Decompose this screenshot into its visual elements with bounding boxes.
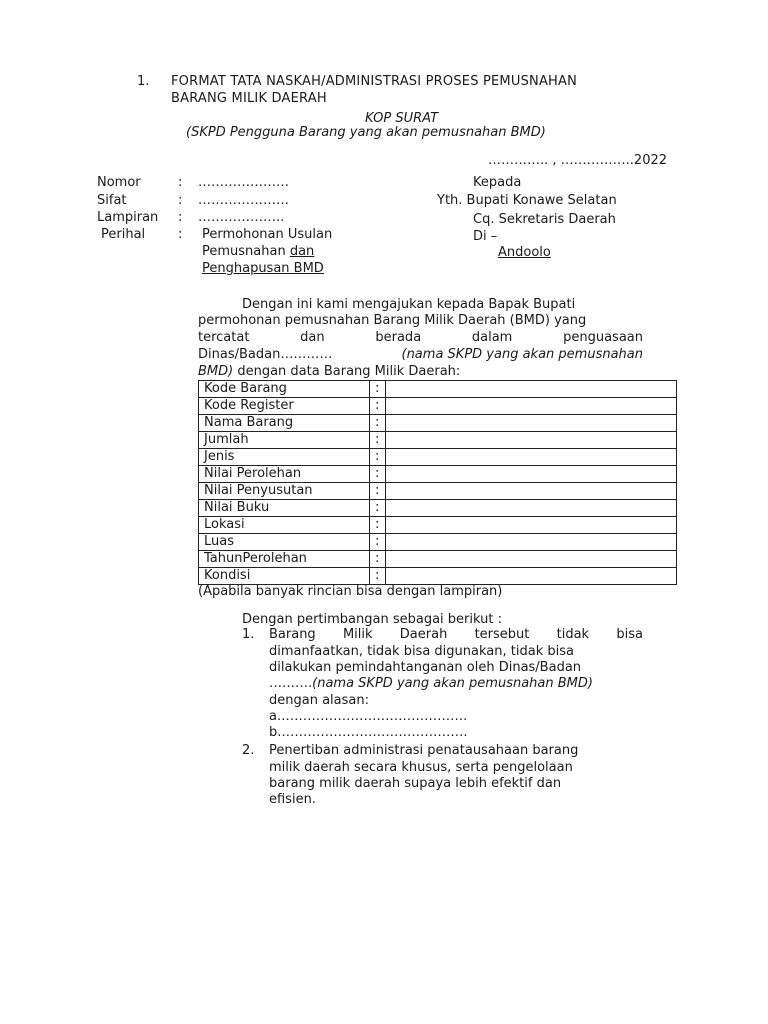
table-row-label: Jenis: [199, 449, 370, 466]
table-row-value: [386, 415, 677, 432]
body-p1-line4: Dinas/Badan………… (nama SKPD yang akan pemusnahan: [198, 347, 643, 362]
kop-title: KOP SURAT: [365, 111, 439, 126]
table-row-colon: :: [370, 500, 386, 517]
recipient-yth: Yth. Bupati Konawe Selatan: [437, 193, 617, 208]
item1-line5: dengan alasan:: [269, 693, 369, 708]
recipient-place: Andoolo: [498, 245, 551, 260]
table-row: [199, 432, 677, 449]
body-p1-line1: Dengan ini kami mengajukan kepada Bapak Bupati: [242, 297, 576, 312]
table-row-label: Kode Register: [199, 398, 370, 415]
lampiran-label: Lampiran: [97, 210, 159, 225]
bmd-table: [198, 380, 677, 585]
table-row: [199, 517, 677, 534]
table-row-colon: :: [370, 381, 386, 398]
table-row-value: [386, 432, 677, 449]
table-row-label: Nilai Buku: [199, 500, 370, 517]
body-p1-line2: permohonan pemusnahan Barang Milik Daerah (BMD) yang: [198, 313, 587, 328]
table-row-value: [386, 568, 677, 585]
table-row-label: Nilai Perolehan: [199, 466, 370, 483]
table-row: [199, 534, 677, 551]
table-row-value: [386, 483, 677, 500]
item1-number: 1.: [242, 627, 255, 642]
body-p1-line5: BMD) dengan data Barang Milik Daerah:: [198, 364, 461, 379]
table-row-colon: :: [370, 517, 386, 534]
table-row: [199, 381, 677, 398]
table-row-label: Luas: [199, 534, 370, 551]
item1-line1: Barang Milik Daerah tersebut tidak bisa: [269, 627, 643, 642]
item2-line2: milik daerah secara khusus, serta pengelolaan: [269, 760, 573, 775]
item2-line1: Penertiban administrasi penatausahaan barang: [269, 743, 579, 758]
body-p1-line3: tercatat dan berada dalam penguasaan: [198, 330, 643, 345]
item1-a: a.…………………………………….: [269, 709, 468, 724]
nomor-colon: :: [178, 175, 183, 190]
item1-b: b.…………………………………….: [269, 725, 468, 740]
table-note: (Apabila banyak rincian bisa dengan lampiran): [198, 584, 503, 599]
table-row: [199, 449, 677, 466]
nomor-value: …………………: [198, 175, 289, 190]
table-row-value: [386, 517, 677, 534]
perihal-line2: Pemusnahan dan: [202, 244, 315, 259]
table-row-colon: :: [370, 415, 386, 432]
table-row: [199, 568, 677, 585]
table-row-label: Kondisi: [199, 568, 370, 585]
table-row-colon: :: [370, 551, 386, 568]
perihal-line1: Permohonan Usulan: [202, 227, 333, 242]
table-row-colon: :: [370, 432, 386, 449]
table-row-value: [386, 500, 677, 517]
sifat-value: …………………: [198, 193, 289, 208]
nomor-label: Nomor: [97, 175, 141, 190]
kop-subtitle: (SKPD Pengguna Barang yang akan pemusnahan BMD): [186, 125, 546, 140]
table-row-colon: :: [370, 398, 386, 415]
recipient-di: Di –: [473, 229, 498, 244]
table-row: [199, 500, 677, 517]
lampiran-colon: :: [178, 210, 183, 225]
lampiran-value: ………………..: [198, 210, 285, 225]
table-row-label: Nilai Penyusutan: [199, 483, 370, 500]
heading-line2: BARANG MILIK DAERAH: [171, 91, 327, 106]
table-row-value: [386, 534, 677, 551]
recipient-kepada: Kepada: [473, 175, 522, 190]
heading-number: 1.: [137, 74, 150, 89]
table-row-value: [386, 551, 677, 568]
perihal-colon: :: [178, 227, 183, 242]
table-row: [199, 398, 677, 415]
item2-line4: efisien.: [269, 792, 316, 807]
perihal-label: Perihal: [101, 227, 146, 242]
table-row-colon: :: [370, 449, 386, 466]
perihal-line3: Penghapusan BMD: [202, 261, 324, 276]
sifat-label: Sifat: [97, 193, 127, 208]
recipient-cq: Cq. Sekretaris Daerah: [473, 212, 616, 227]
table-row-value: [386, 466, 677, 483]
table-row: [199, 415, 677, 432]
table-row-colon: :: [370, 483, 386, 500]
table-row-label: Kode Barang: [199, 381, 370, 398]
item1-line4: ……….(nama SKPD yang akan pemusnahan BMD): [269, 676, 593, 691]
considerations-intro: Dengan pertimbangan sebagai berikut :: [242, 612, 502, 627]
heading-line1: FORMAT TATA NASKAH/ADMINISTRASI PROSES PEMUSNAHAN: [171, 74, 578, 89]
table-row: [199, 483, 677, 500]
item1-line2: dimanfaatkan, tidak bisa digunakan, tidak bisa: [269, 644, 574, 659]
date-line: ………….. , ……………..2022: [488, 153, 668, 168]
table-row-label: TahunPerolehan: [199, 551, 370, 568]
item2-number: 2.: [242, 743, 255, 758]
table-row-colon: :: [370, 466, 386, 483]
table-row-value: [386, 381, 677, 398]
table-row-colon: :: [370, 568, 386, 585]
item1-line3: dilakukan pemindahtanganan oleh Dinas/Badan: [269, 660, 582, 675]
table-row-value: [386, 449, 677, 466]
table-row-label: Lokasi: [199, 517, 370, 534]
table-row-value: [386, 398, 677, 415]
sifat-colon: :: [178, 193, 183, 208]
table-row-colon: :: [370, 534, 386, 551]
item2-line3: barang milik daerah supaya lebih efektif dan: [269, 776, 562, 791]
table-row: [199, 466, 677, 483]
table-row-label: Jumlah: [199, 432, 370, 449]
table-row-label: Nama Barang: [199, 415, 370, 432]
table-row: [199, 551, 677, 568]
